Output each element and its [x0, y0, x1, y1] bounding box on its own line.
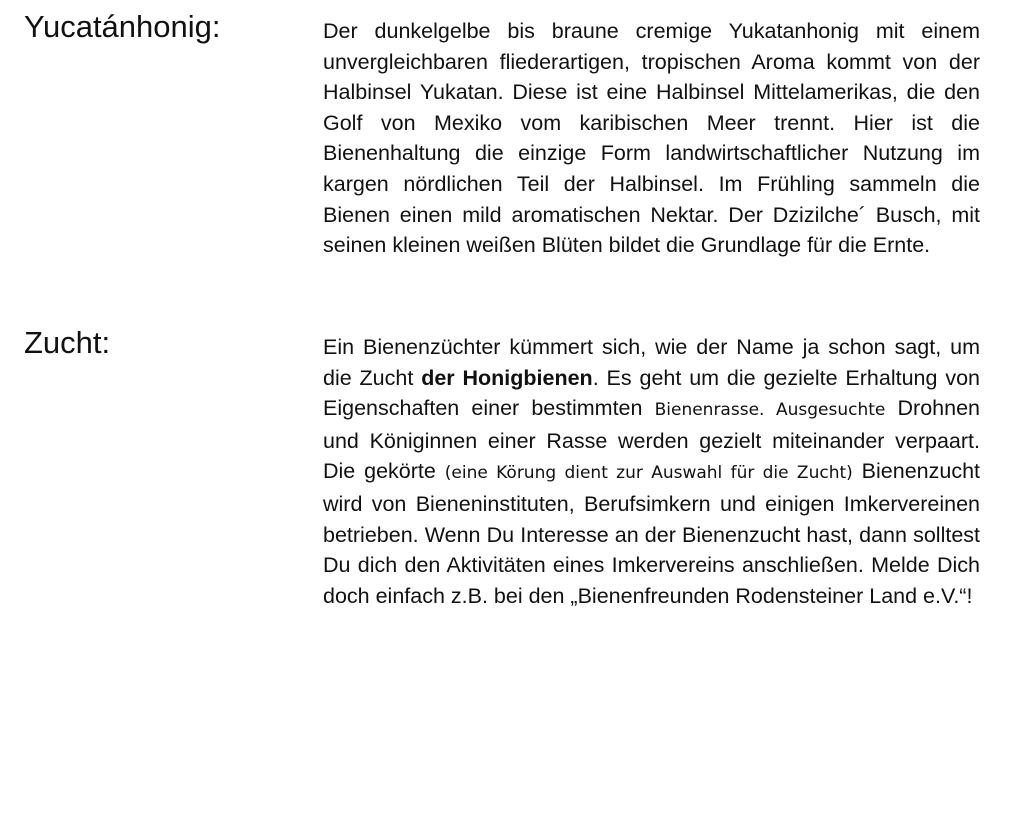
definition-paragraph	[323, 16, 980, 261]
definition-text: Ein Bienenzüchter kümmert sich, wie der Name ja schon sagt, um die Zucht	[323, 335, 980, 390]
definition-text: Bienenzucht wird von Bieneninstituten, Berufsimkern und einigen Imkervereinen betrieben. Wenn Du Interesse an der Bienenzucht hast, dann solltest Du dich den Aktivitäten eines Imkervereins anschließen. Melde Dich doch einfach z.B. bei den „Bienenfreunden Rodensteiner Land e.V.“!	[323, 459, 980, 608]
small-text-run: Bienenrasse. Ausgesuchte	[654, 400, 886, 421]
term-heading: Zucht:	[24, 325, 111, 360]
parenthetical-note: (eine Körung dient zur Auswahl für die Zucht)	[444, 463, 853, 484]
bold-emphasis: der Honigbienen	[421, 365, 593, 390]
definition-text: Drohnen und Königinnen einer Rasse werden gezielt miteinander verpaart. Die gekörte	[323, 396, 980, 484]
definition-paragraph	[323, 332, 980, 611]
definition-text: Der dunkelgelbe bis braune cremige Yukatanhonig mit einem unvergleichbaren fliederartigen, tropischen Aroma kommt von der Halbinsel Yukatan. Diese ist eine Halbinsel Mittelamerikas, die den Golf von Mexiko vom karibischen Meer trennt. Hier ist die Bienenhaltung die einzige Form landwirtschaftlicher Nutzung im kargen nördlichen Teil der Halbinsel. Im Frühling sammeln die Bienen einen mild aromatischen Nektar. Der Dzizilche´ Busch, mit seinen kleinen weißen Blüten bildet die Grundlage für die Ernte.	[323, 19, 980, 258]
definition-text: . Es geht um die gezielte Erhaltung von Eigenschaften einer bestimmten	[323, 365, 980, 421]
term-heading: Yucatánhonig:	[24, 9, 221, 44]
